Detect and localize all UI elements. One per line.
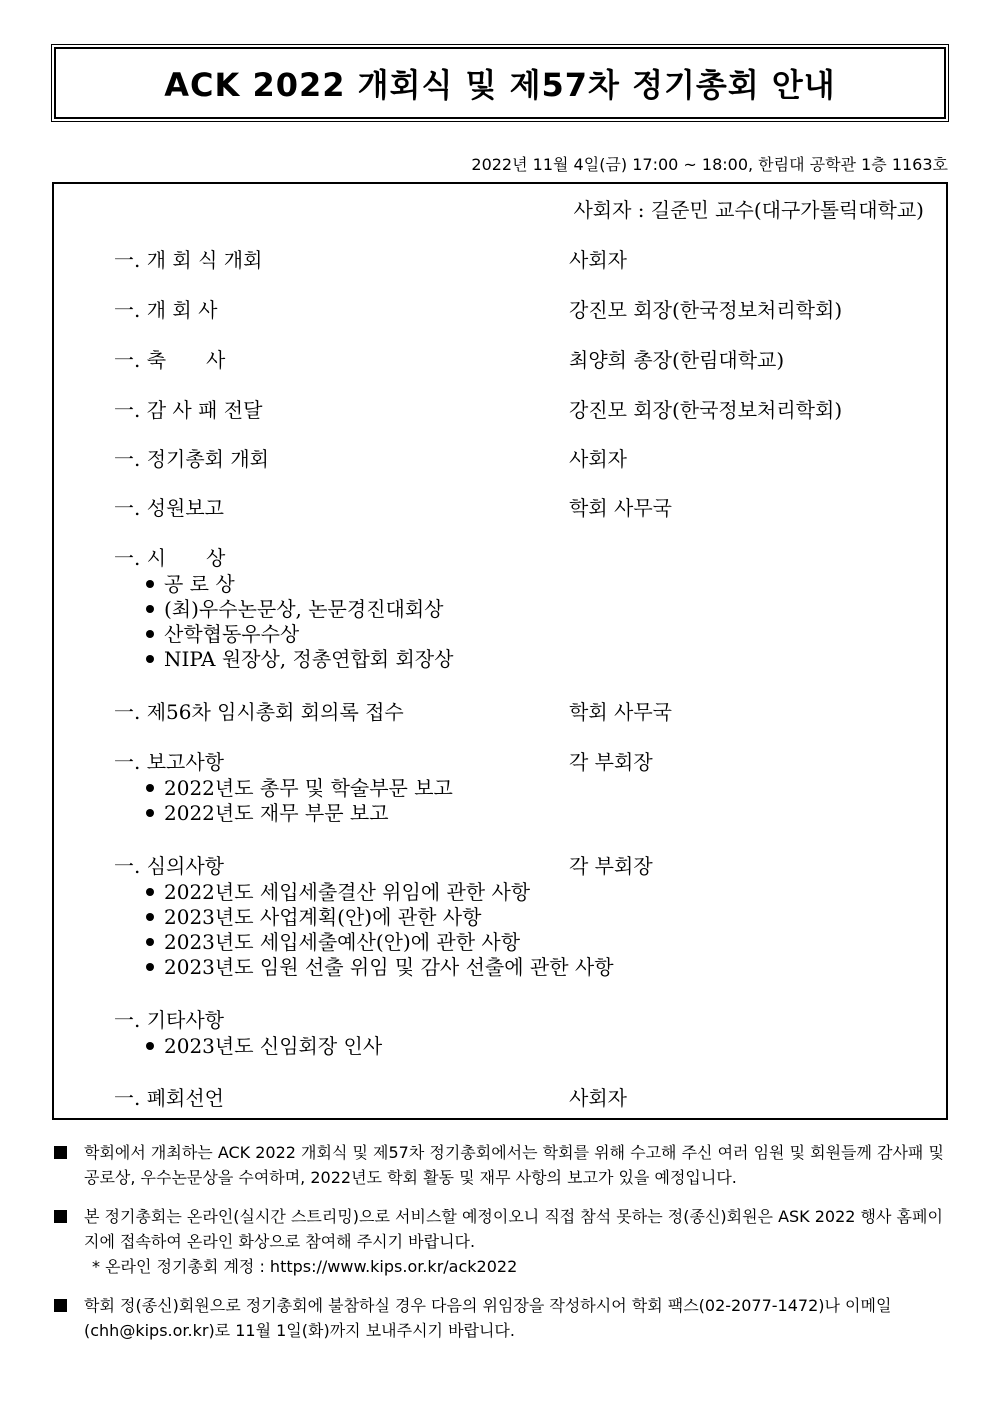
agenda-presenter: 각 부회장: [569, 750, 653, 774]
bullet-icon: [146, 655, 154, 663]
title-box: [54, 47, 946, 119]
agenda-presenter: 최양희 총장(한림대학교): [569, 348, 785, 372]
list-item: 2023년도 사업계획(안)에 관한 사항: [146, 905, 481, 930]
bullet-icon: [146, 630, 154, 638]
agenda-presenter: 강진모 회장(한국정보처리학회): [569, 398, 843, 422]
date-location: 2022년 11월 4일(금) 17:00 ~ 18:00, 한림대 공학관 1층 1163호: [471, 155, 948, 174]
agenda-item-congratulations: 一. 축 사: [114, 348, 226, 372]
agenda-item-deliberation: 一. 심의사항: [114, 854, 224, 878]
list-item: 2023년도 세입세출예산(안)에 관한 사항: [146, 930, 520, 955]
agenda-presenter: 사회자: [569, 1086, 627, 1110]
list-item: 2023년도 신임회장 인사: [146, 1034, 382, 1059]
agenda-presenter: 각 부회장: [569, 854, 653, 878]
bullet-icon: [146, 605, 154, 613]
list-item: (최)우수논문상, 논문경진대회상: [146, 597, 443, 622]
agenda-presenter: 학회 사무국: [569, 496, 672, 520]
bullet-icon: [146, 963, 154, 971]
list-item: NIPA 원장상, 정총연합회 회장상: [146, 647, 453, 672]
agenda-item-awards: 一. 시 상: [114, 546, 226, 570]
list-item: 공 로 상: [146, 572, 235, 597]
agenda-presenter: 강진모 회장(한국정보처리학회): [569, 298, 843, 322]
bullet-icon: [146, 1042, 154, 1050]
agenda-item-opening-speech: 一. 개 회 사: [114, 298, 218, 322]
bullet-icon: [146, 913, 154, 921]
emcee: 사회자 : 길준민 교수(대구가톨릭대학교): [573, 198, 924, 222]
note-item: 본 정기총회는 온라인(실시간 스트리밍)으로 서비스할 예정이오니 직접 참석 못하는 정(종신)회원은 ASK 2022 행사 홈페이지에 접속하여 온라인 화상으로 참여해 주시기 바랍니다. * 온라인 정기총회 계정 : https://www.kips.or.kr/ack2022: [54, 1204, 954, 1279]
bullet-icon: [146, 784, 154, 792]
notes-section: [54, 1140, 954, 1357]
agenda-item-reports: 一. 보고사항: [114, 750, 224, 774]
list-item: 2022년도 총무 및 학술부문 보고: [146, 776, 453, 801]
agenda-item-plaque: 一. 감 사 패 전달: [114, 398, 263, 422]
page-title: ACK 2022 개회식 및 제57차 정기총회 안내: [164, 66, 836, 104]
agenda-item-general-meeting: 一. 정기총회 개회: [114, 447, 269, 471]
square-bullet-icon: [54, 1210, 67, 1223]
agenda-item-other: 一. 기타사항: [114, 1008, 224, 1032]
list-item: 2022년도 재무 부문 보고: [146, 801, 389, 826]
bullet-icon: [146, 809, 154, 817]
bullet-icon: [146, 580, 154, 588]
agenda-presenter: 사회자: [569, 248, 627, 272]
agenda-item-opening: 一. 개 회 식 개회: [114, 248, 263, 272]
online-account-link[interactable]: * 온라인 정기총회 계정 : https://www.kips.or.kr/ack2022: [92, 1257, 518, 1276]
agenda-box: [52, 182, 948, 1120]
agenda-item-closing: 一. 폐회선언: [114, 1086, 224, 1110]
agenda-item-quorum: 一. 성원보고: [114, 496, 224, 520]
agenda-item-minutes: 一. 제56차 임시총회 회의록 접수: [114, 700, 404, 724]
list-item: 산학협동우수상: [146, 622, 299, 647]
bullet-icon: [146, 938, 154, 946]
square-bullet-icon: [54, 1146, 67, 1159]
agenda-presenter: 학회 사무국: [569, 700, 672, 724]
note-item: 학회 정(종신)회원으로 정기총회에 불참하실 경우 다음의 위임장을 작성하시어 학회 팩스(02-2077-1472)나 이메일(chh@kips.or.kr)로 11월 1일(화)까지 보내주시기 바랍니다.: [54, 1293, 954, 1343]
note-item: 학회에서 개최하는 ACK 2022 개회식 및 제57차 정기총회에서는 학회를 위해 수고해 주신 여러 임원 및 회원들께 감사패 및 공로상, 우수논문상을 수여하며, 2022년도 학회 활동 및 재무 사항의 보고가 있을 예정입니다.: [54, 1140, 954, 1190]
square-bullet-icon: [54, 1299, 67, 1312]
bullet-icon: [146, 888, 154, 896]
agenda-presenter: 사회자: [569, 447, 627, 471]
list-item: 2022년도 세입세출결산 위임에 관한 사항: [146, 880, 530, 905]
list-item: 2023년도 임원 선출 위임 및 감사 선출에 관한 사항: [146, 955, 614, 980]
